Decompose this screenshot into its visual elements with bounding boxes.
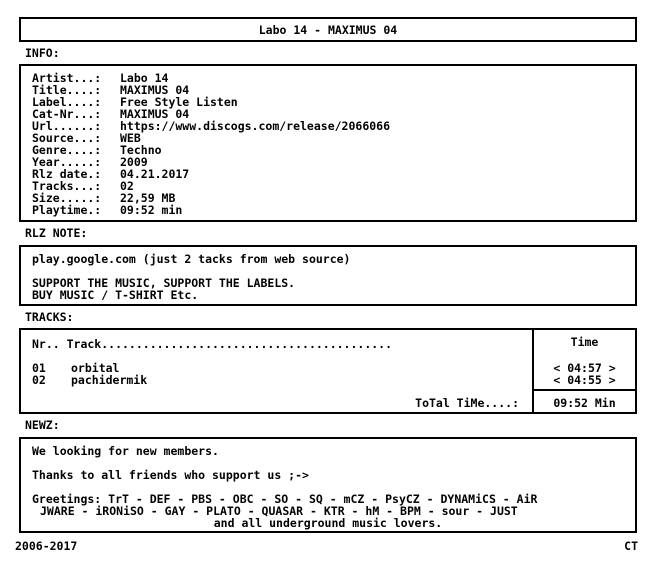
info-heading: INFO: xyxy=(25,46,60,60)
tracks-header: Nr.. Track.......................................... xyxy=(32,337,393,351)
release-title: Labo 14 - MAXIMUS 04 xyxy=(258,23,398,37)
info-label: Url......: xyxy=(32,119,102,133)
rlz-note-box xyxy=(19,245,637,306)
info-value: Techno xyxy=(120,143,162,157)
track-2-nr: 02 xyxy=(32,373,46,387)
newz-greetings-line-2: JWARE - iRONiSO - GAY - PLATO - QUASAR - KTR - hM - BPM - sour - JUST xyxy=(40,504,518,518)
info-label: Artist...: xyxy=(32,71,102,85)
info-label: Source...: xyxy=(32,131,102,145)
info-value: 04.21.2017 xyxy=(120,167,190,181)
rlz-note-line-2: SUPPORT THE MUSIC, SUPPORT THE LABELS. xyxy=(32,276,296,290)
info-value: Labo 14 xyxy=(120,71,169,85)
tracks-total-divider xyxy=(532,389,635,391)
info-label: Rlz date.: xyxy=(32,167,102,181)
newz-heading: NEWZ: xyxy=(25,418,60,432)
track-2-time: < 04:55 > xyxy=(553,373,616,387)
info-label: Genre....: xyxy=(32,143,102,157)
info-box xyxy=(19,64,637,222)
info-value: 09:52 min xyxy=(120,203,183,217)
info-label: Cat-Nr...: xyxy=(32,107,102,121)
newz-line-2: Thanks to all friends who support us ;-> xyxy=(32,468,309,482)
total-time-value: 09:52 Min xyxy=(553,396,616,410)
title-box xyxy=(19,17,637,42)
info-label: Year.....: xyxy=(32,155,102,169)
info-value: MAXIMUS 04 xyxy=(120,83,190,97)
track-2-name: pachidermik xyxy=(71,373,148,387)
info-label: Tracks...: xyxy=(32,179,102,193)
track-1-name: orbital xyxy=(71,361,120,375)
tracks-time-header: Time xyxy=(570,335,599,349)
newz-greetings-line-1: Greetings: TrT - DEF - PBS - OBC - SO - SQ - mCZ - PsyCZ - DYNAMiCS - AiR xyxy=(32,492,538,506)
footer-years: 2006-2017 xyxy=(15,539,78,553)
info-value: https://www.discogs.com/release/2066066 xyxy=(120,119,391,133)
rlz-note-heading: RLZ NOTE: xyxy=(25,226,88,240)
track-1-time: < 04:57 > xyxy=(553,361,616,375)
tracks-heading: TRACKS: xyxy=(25,310,74,324)
info-label: Label....: xyxy=(32,95,102,109)
info-value: Free Style Listen xyxy=(120,95,238,109)
info-label: Size.....: xyxy=(32,191,102,205)
newz-line-1: We looking for new members. xyxy=(32,444,219,458)
newz-box xyxy=(19,437,637,533)
info-value: 2009 xyxy=(120,155,148,169)
tracks-box xyxy=(19,328,637,414)
info-value: MAXIMUS 04 xyxy=(120,107,190,121)
info-label: Title....: xyxy=(32,83,102,97)
track-1-nr: 01 xyxy=(32,361,46,375)
rlz-note-line-1: play.google.com (just 2 tacks from web source) xyxy=(32,252,351,266)
info-value: 22,59 MB xyxy=(120,191,176,205)
info-value: 02 xyxy=(120,179,134,193)
total-time-label: ToTal TiMe....: xyxy=(415,396,519,410)
rlz-note-line-3: BUY MUSIC / T-SHIRT Etc. xyxy=(32,288,199,302)
newz-greetings-line-3: and all underground music lovers. xyxy=(213,516,443,530)
info-label: Playtime.: xyxy=(32,203,102,217)
footer-signature: CT xyxy=(624,539,638,553)
info-value: WEB xyxy=(120,131,141,145)
